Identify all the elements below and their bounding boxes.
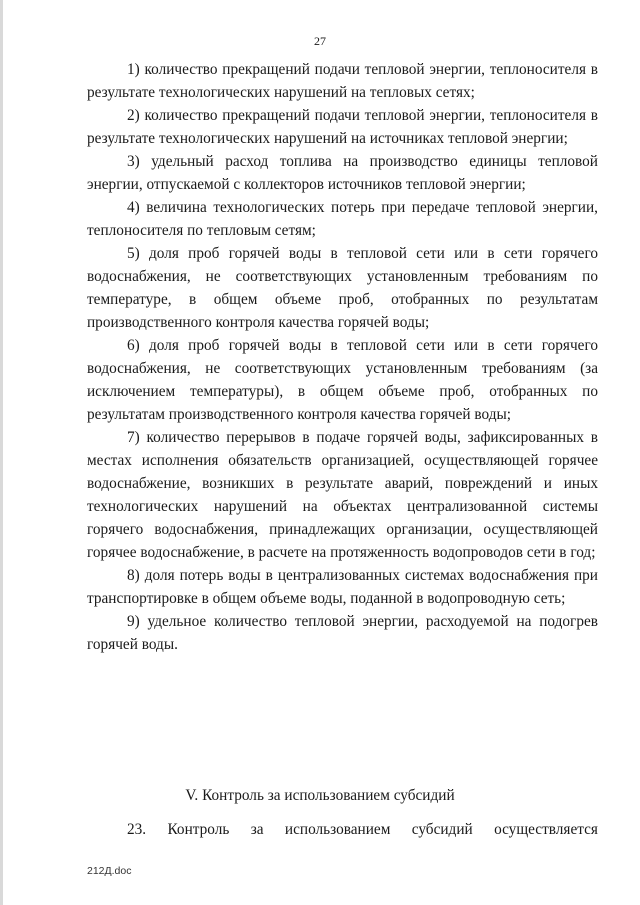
word: использованием [284,821,391,838]
list-item-5: 5) доля проб горячей воды в тепловой сети или в сети горячего водоснабжения, не соответствующих установленным требованиям по температуре, в общем объеме проб, отобранных по результатам производственного контроля качества горячей воды; [87,245,598,331]
scan-edge [0,0,3,905]
list-item-1: 1) количество прекращений подачи тепловой энергии, теплоносителя в результате технологических нарушений на тепловых сетях; [87,61,598,101]
list-item-2: 2) количество прекращений подачи тепловой энергии, теплоносителя в результате технологических нарушений на источниках тепловой энергии; [87,107,598,147]
list-item-4: 4) величина технологических потерь при передаче тепловой энергии, теплоносителя по тепловым сетям; [87,199,598,239]
list-item-3: 3) удельный расход топлива на производство единицы тепловой энергии, отпускаемой с коллекторов источников тепловой энергии; [87,153,598,193]
word: субсидий [411,821,473,838]
word: Контроль [167,821,230,838]
list-item-9: 9) удельное количество тепловой энергии, расходуемой на подогрев горячей воды. [87,613,598,653]
paragraph-23 [87,818,598,841]
word: за [250,821,264,838]
word: 23. [127,821,147,838]
list-item-8: 8) доля потерь воды в централизованных системах водоснабжения при транспортировке в общем объеме воды, поданной в водопроводную сеть; [87,567,598,607]
section-heading: V. Контроль за использованием субсидий [185,787,455,804]
word: осуществляется [494,821,598,838]
body-text [87,58,598,656]
list-item-6: 6) доля проб горячей воды в тепловой сети или в сети горячего водоснабжения, не соответствующих установленным требованиям (за исключением температуры), в общем объеме проб, отобранных по результатам производственного контроля качества горячей воды; [87,337,598,423]
file-name-footer: 212Д.doc [87,865,132,877]
page-number: 27 [314,34,326,48]
list-item-7: 7) количество перерывов в подаче горячей воды, зафиксированных в местах исполнения обязательств организацией, осуществляющей горячее водоснабжение, возникших в результате аварий, повреждений и иных технологических нарушений на объектах централизованной системы горячего водоснабжения, принадлежащих организации, осуществляющей горячее водоснабжение, в расчете на протяженность водопроводов сети в год; [87,429,598,561]
